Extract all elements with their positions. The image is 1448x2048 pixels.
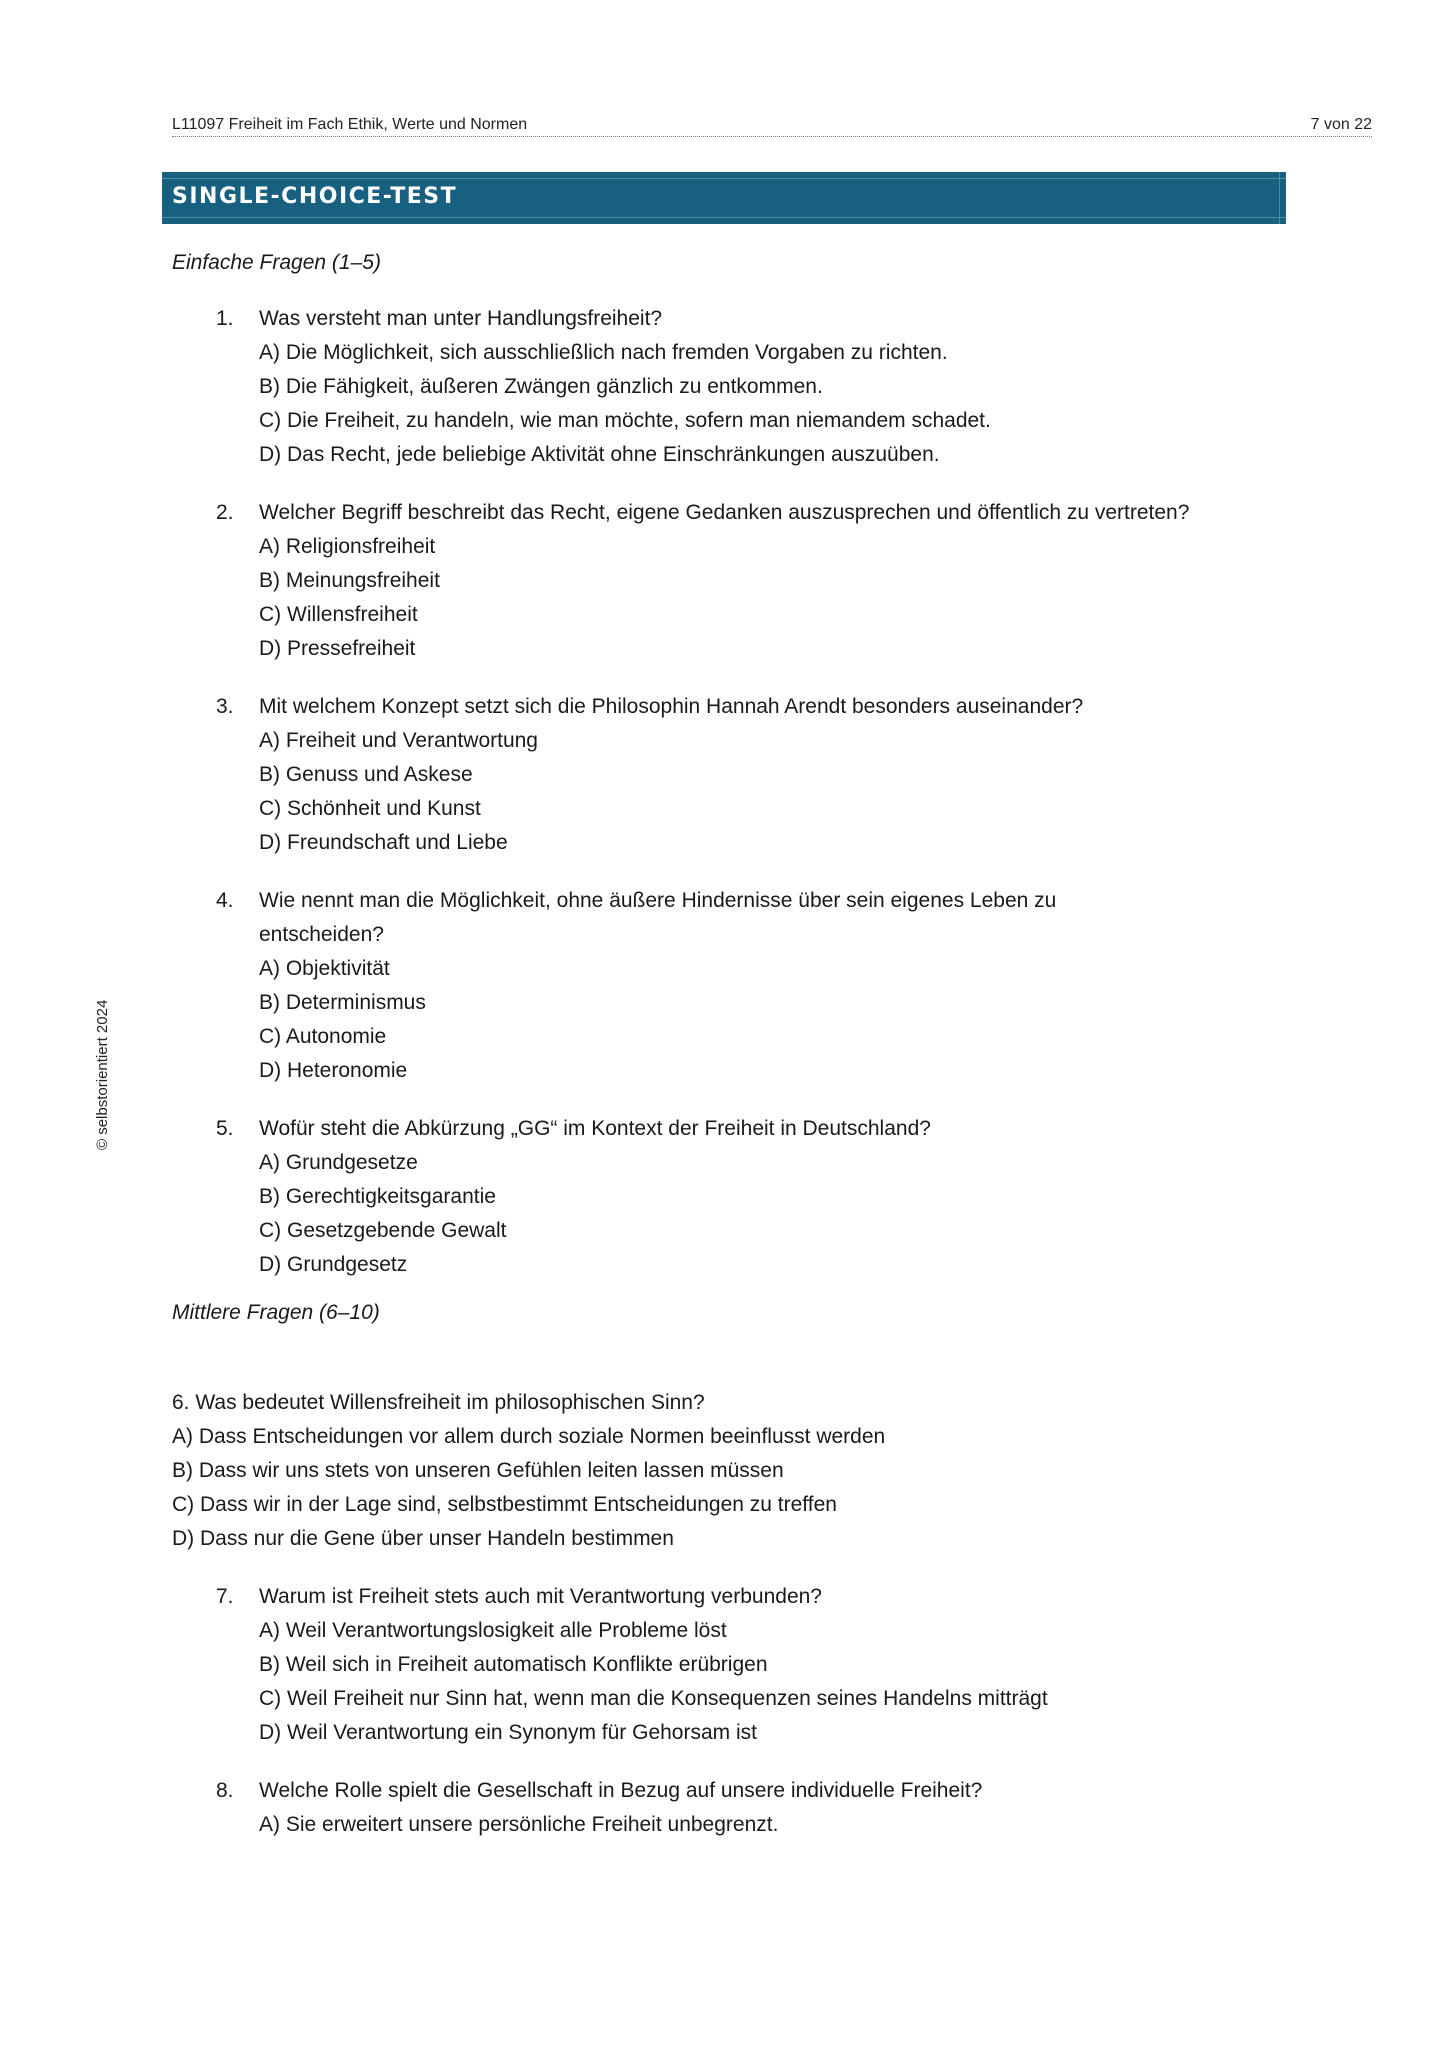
option-a: A) Freiheit und Verantwortung [259,729,538,752]
question-text: Wofür steht die Abkürzung „GG“ im Kontext der Freiheit in Deutschland? [259,1117,931,1140]
option-a: A) Dass Entscheidungen vor allem durch soziale Normen beeinflusst werden [172,1425,886,1448]
option-d: D) Dass nur die Gene über unser Handeln bestimmen [172,1527,674,1550]
option-d: D) Freundschaft und Liebe [259,831,508,854]
option-d: D) Weil Verantwortung ein Synonym für Gehorsam ist [259,1721,757,1744]
option-c: C) Autonomie [259,1025,387,1048]
option-c: C) Schönheit und Kunst [259,797,481,820]
option-a: A) Grundgesetze [259,1151,418,1174]
option-a: A) Weil Verantwortungslosigkeit alle Probleme löst [259,1619,727,1642]
page-number: 7 von 22 [1310,116,1372,133]
option-a: A) Die Möglichkeit, sich ausschließlich nach fremden Vorgaben zu richten. [259,341,948,364]
option-c: C) Willensfreiheit [259,603,418,626]
option-b: B) Weil sich in Freiheit automatisch Konflikte erübrigen [259,1653,768,1676]
option-b: B) Genuss und Askese [259,763,473,786]
question-number: 8. [216,1779,234,1802]
section-title-easy: Einfache Fragen (1–5) [172,251,381,274]
question-content [172,246,1312,1866]
option-b: B) Die Fähigkeit, äußeren Zwängen gänzlich zu entkommen. [259,375,823,398]
header-divider [172,136,1372,137]
section-title-medium: Mittlere Fragen (6–10) [172,1301,380,1324]
option-a: A) Sie erweitert unsere persönliche Freiheit unbegrenzt. [259,1813,779,1836]
option-c: C) Dass wir in der Lage sind, selbstbestimmt Entscheidungen zu treffen [172,1493,837,1516]
option-d: D) Das Recht, jede beliebige Aktivität ohne Einschränkungen auszuüben. [259,443,940,466]
option-b: B) Meinungsfreiheit [259,569,440,592]
question-7 [172,1580,1312,1750]
question-3 [172,690,1312,860]
option-d: D) Pressefreiheit [259,637,416,660]
question-6 [172,1386,1312,1556]
question-number: 5. [216,1117,234,1140]
option-b: B) Gerechtigkeitsgarantie [259,1185,496,1208]
question-text: Welcher Begriff beschreibt das Recht, eigene Gedanken auszusprechen und öffentlich zu vertreten? [259,501,1190,524]
option-b: B) Dass wir uns stets von unseren Gefühlen leiten lassen müssen [172,1459,784,1482]
option-b: B) Determinismus [259,991,426,1014]
option-d: D) Grundgesetz [259,1253,408,1276]
banner-title: SINGLE-CHOICE-TEST [172,184,458,209]
question-number: 1. [216,307,234,330]
question-2 [172,496,1312,666]
question-1 [172,302,1312,472]
question-4 [172,884,1312,1088]
section-banner [162,172,1286,224]
option-a: A) Religionsfreiheit [259,535,436,558]
option-c: C) Weil Freiheit nur Sinn hat, wenn man die Konsequenzen seines Handelns mitträgt [259,1687,1048,1710]
question-text: 6. Was bedeutet Willensfreiheit im philosophischen Sinn? [172,1391,705,1414]
question-8 [172,1774,1312,1842]
question-number: 4. [216,889,234,912]
page-header [172,114,1372,138]
question-number: 7. [216,1585,234,1608]
question-text: Was versteht man unter Handlungsfreiheit? [259,307,663,330]
question-number: 3. [216,695,234,718]
option-d: D) Heteronomie [259,1059,408,1082]
question-number: 2. [216,501,234,524]
copyright-notice: © selbstorientiert 2024 [94,999,111,1150]
option-c: C) Gesetzgebende Gewalt [259,1219,507,1242]
question-text: Wie nennt man die Möglichkeit, ohne äußere Hindernisse über sein eigenes Leben zu entscheiden? [259,889,1057,946]
question-5 [172,1112,1312,1282]
option-a: A) Objektivität [259,957,390,980]
document-title: L11097 Freiheit im Fach Ethik, Werte und Normen [172,116,528,133]
question-text: Welche Rolle spielt die Gesellschaft in Bezug auf unsere individuelle Freiheit? [259,1779,983,1802]
question-text: Mit welchem Konzept setzt sich die Philosophin Hannah Arendt besonders auseinander? [259,695,1084,718]
option-c: C) Die Freiheit, zu handeln, wie man möchte, sofern man niemandem schadet. [259,409,991,432]
question-text: Warum ist Freiheit stets auch mit Verantwortung verbunden? [259,1585,822,1608]
